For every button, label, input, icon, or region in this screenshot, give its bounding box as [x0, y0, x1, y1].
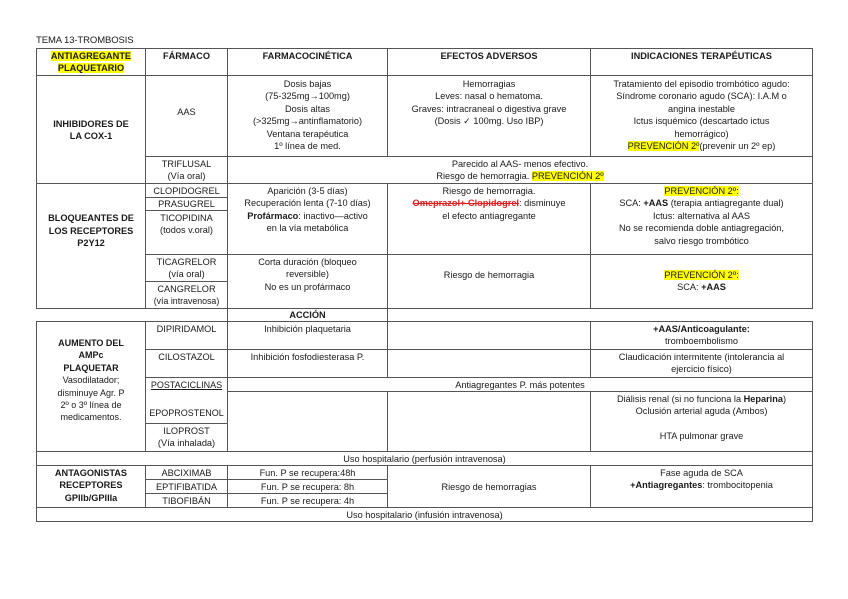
p2y12-indications2	[591, 268, 812, 295]
cilostazol-action: Inhibición fosfodiesterasa P.	[250, 352, 365, 362]
gp-adverse: Riesgo de hemorragias	[441, 482, 537, 492]
drug-postaciclinas: POSTACICLINAS	[150, 380, 223, 390]
pk-line: en la vía metabólica	[266, 223, 349, 234]
group-gp	[37, 466, 145, 505]
drug-route: (Vía oral)	[167, 171, 206, 182]
indication-line: angina inestable	[668, 103, 735, 114]
divider	[387, 321, 388, 378]
tibofiban-pk: Fun. P se recupera: 4h	[260, 496, 355, 506]
merged-line	[230, 170, 810, 182]
drug-triflusal	[146, 157, 227, 184]
drug-cangrelor	[146, 282, 227, 309]
group-line: GPIIb/GPIIIa	[64, 492, 118, 503]
pk-line: Ventana terapéutica	[266, 128, 349, 139]
group-ampc	[37, 336, 145, 425]
prodrug-label: Profármaco	[247, 210, 299, 221]
pk-line: 1º línea de med.	[274, 141, 341, 152]
indication-tail: (prevenir un 2º ep)	[699, 141, 776, 152]
drug-tibofiban: TIBOFIBÁN	[162, 496, 211, 506]
p2y12-adverse1	[388, 184, 590, 223]
group-note: medicamentos.	[60, 412, 122, 423]
adverse-line: Graves: intracraneal o digestiva grave	[411, 103, 567, 114]
p2y12-pk2	[228, 255, 387, 294]
indication-line: salvo riesgo trombótico	[654, 235, 749, 246]
drug-cilostazol: CILOSTAZOL	[158, 352, 215, 362]
eptifibatida-pk: Fun. P se recupera: 8h	[260, 482, 355, 492]
hosp-perfusion: Uso hospitalario (perfusión intravenosa)	[343, 454, 506, 464]
pk-line: Dosis altas	[285, 103, 330, 114]
cilostazol-indications	[591, 350, 812, 377]
adverse-line: Hemorragias	[462, 79, 516, 89]
indication-line: ejercicio físico)	[671, 364, 732, 375]
indication-line: No se recomienda doble antiagregación,	[619, 223, 784, 234]
group-note: 2º o 3º línea de	[60, 400, 122, 411]
adverse-line: el efecto antiagregante	[442, 210, 536, 221]
drug-dipiridamol: DIPIRIDAMOL	[156, 324, 217, 334]
drug-name: TICOPIDINA	[160, 213, 213, 223]
indication-line	[593, 197, 810, 209]
header-group-label: ANTIAGREGANTE PLAQUETARIO	[50, 51, 132, 74]
drug-route: (vía intravenosa)	[153, 296, 220, 307]
drug-clopidogrel: CLOPIDOGREL	[153, 186, 220, 196]
drug-name: CANGRELOR	[157, 284, 216, 294]
divider	[36, 75, 813, 76]
adverse-line: Riesgo de hemorragia.	[442, 186, 536, 196]
indication-text: : trombocitopenia	[702, 480, 773, 491]
aas-pk	[228, 77, 387, 153]
drug-ticagrelor	[146, 255, 227, 282]
prevention-highlight: PREVENCIÓN 2º	[531, 171, 604, 182]
document-title: TEMA 13-TROMBOSIS	[36, 35, 134, 46]
sca-text: (terapia antiagregante dual)	[668, 198, 784, 209]
header-drug: FÁRMACO	[163, 51, 210, 61]
gp-indications	[591, 466, 812, 493]
triflusal-merged	[228, 157, 812, 184]
indication-line	[593, 185, 810, 197]
dipiridamol-indications	[591, 322, 812, 349]
group-p2y12: BLOQUEANTES DE LOS RECEPTORES P2Y12	[48, 213, 134, 249]
merged-line: Parecido al AAS- menos efectivo.	[451, 159, 589, 169]
p2y12-pk1	[228, 184, 387, 236]
sca-label: SCA:	[677, 282, 702, 293]
drug-name: ILOPROST	[163, 426, 210, 436]
divider	[812, 321, 813, 522]
drug-name: TRIFLUSAL	[161, 159, 212, 169]
aas-bold: +AAS	[643, 198, 669, 209]
group-line: RECEPTORES	[59, 480, 123, 491]
group-line: AUMENTO DEL	[58, 338, 124, 348]
drug-abciximab: ABCIXIMAB	[161, 468, 212, 478]
hosp-infusion: Uso hospitalario (infusión intravenosa)	[346, 510, 503, 520]
adverse-line	[390, 197, 588, 209]
indication-line: Ictus: alternativa al AAS	[652, 210, 751, 221]
indication-line	[593, 140, 810, 152]
group-note: Vasodilatador;	[62, 375, 120, 386]
indication-line	[593, 479, 810, 491]
drug-iloprost	[146, 424, 227, 451]
prevention-highlight: PREVENCIÓN 2º:	[664, 186, 739, 196]
indication-line: HTA pulmonar grave	[659, 430, 744, 441]
header-pk: FARMACOCINÉTICA	[262, 51, 353, 61]
divider	[387, 391, 388, 452]
group-cox1: INHIBIDORES DE LA COX-1	[53, 119, 129, 142]
drug-route: (Vía inhalada)	[157, 438, 216, 449]
sca-label: SCA:	[619, 198, 644, 209]
adverse-line: (Dosis ✓ 100mg. Uso IBP)	[434, 116, 544, 127]
pk-line: Dosis bajas	[283, 79, 332, 89]
drug-aas: AAS	[177, 107, 196, 117]
aas-indications	[591, 77, 812, 153]
drug-eptifibatida: EPTIFIBATIDA	[155, 482, 218, 492]
indication-line: Fase aguda de SCA	[660, 468, 743, 478]
indication-text: )	[782, 394, 787, 404]
header-indications: INDICACIONES TERAPÉUTICAS	[631, 51, 772, 61]
pk-line: (75-325mg→100mg)	[265, 91, 350, 102]
indication-line: Claudicación intermitente (intolerancia al	[618, 352, 785, 362]
pk-line: (>325mg→antinflamatorio)	[252, 116, 363, 127]
pk-line: Recuperación lenta (7-10 días)	[244, 198, 371, 209]
prevention-highlight: PREVENCIÓN 2º	[627, 141, 700, 152]
pk-line: Corta duración (bloqueo	[258, 257, 357, 267]
prevention-highlight: PREVENCIÓN 2º:	[664, 270, 739, 280]
group-line: AMPc	[78, 350, 104, 361]
abciximab-pk: Fun. P se recupera:48h	[259, 468, 356, 478]
group-line: PLAQUETAR	[63, 362, 119, 373]
indication-line: tromboembolismo	[664, 336, 738, 347]
indication-line: hemorrágico)	[674, 128, 729, 139]
heparina-bold: Heparina	[743, 394, 783, 404]
aas-bold: +AAS	[701, 282, 726, 293]
p2y12-indications1	[591, 184, 812, 248]
drug-route: (vía oral)	[168, 269, 205, 280]
drug-epoprostenol: EPOPROSTENOL	[149, 408, 224, 418]
divider	[36, 48, 37, 309]
prostacyclin-indications	[591, 392, 812, 443]
merged-text: Riesgo de hemorragia.	[436, 171, 532, 182]
group-line: ANTAGONISTAS	[54, 468, 128, 478]
antiagregantes-bold: +Antiagregantes	[630, 480, 703, 491]
group-note: disminuye Agr. P	[57, 387, 125, 398]
pk-text: : inactivo—activo	[298, 210, 368, 221]
divider	[387, 308, 388, 322]
indication-line	[593, 281, 810, 293]
header-group	[37, 49, 145, 75]
indication-line	[593, 269, 810, 281]
pk-line	[230, 210, 385, 222]
pk-line: Aparición (3-5 días)	[267, 186, 348, 196]
header-adverse: EFECTOS ADVERSOS	[440, 51, 538, 61]
interaction-strike: Omeprazol+ Clopidogrel	[412, 198, 519, 209]
adverse-line: Leves: nasal o hematoma.	[435, 91, 543, 102]
dipiridamol-action: Inhibición plaquetaria	[264, 324, 351, 334]
aas-adverse	[388, 77, 590, 129]
indication-bold: +AAS/Anticoagulante:	[653, 324, 750, 334]
p2y12-adverse2: Riesgo de hemorragia	[443, 270, 535, 280]
pk-line: reversible)	[286, 269, 329, 280]
drug-route: (todos v.oral)	[160, 225, 213, 236]
adverse-text: : disminuye	[518, 198, 566, 209]
indication-line: Oclusión arterial aguda (Ambos)	[635, 406, 768, 417]
indication-line: Tratamiento del episodio trombótico agudo:	[613, 79, 790, 89]
drug-prasugrel: PRASUGREL	[158, 199, 215, 209]
indication-line: Ictus isquémico (descartado ictus	[633, 116, 770, 127]
accion-header: ACCIÓN	[289, 310, 326, 320]
postaciclinas-merged: Antiagregantes P. más potentes	[455, 380, 585, 390]
spacer	[593, 418, 810, 430]
drug-ticopidina	[146, 211, 227, 238]
drug-name: TICAGRELOR	[156, 257, 217, 267]
indication-line	[593, 393, 810, 405]
indication-line: Síndrome coronario agudo (SCA): I.A.M o	[616, 91, 787, 102]
divider	[812, 48, 813, 309]
pk-line: No es un profármaco	[264, 281, 351, 292]
indication-text: Diálisis renal (si no funciona la	[616, 394, 744, 404]
